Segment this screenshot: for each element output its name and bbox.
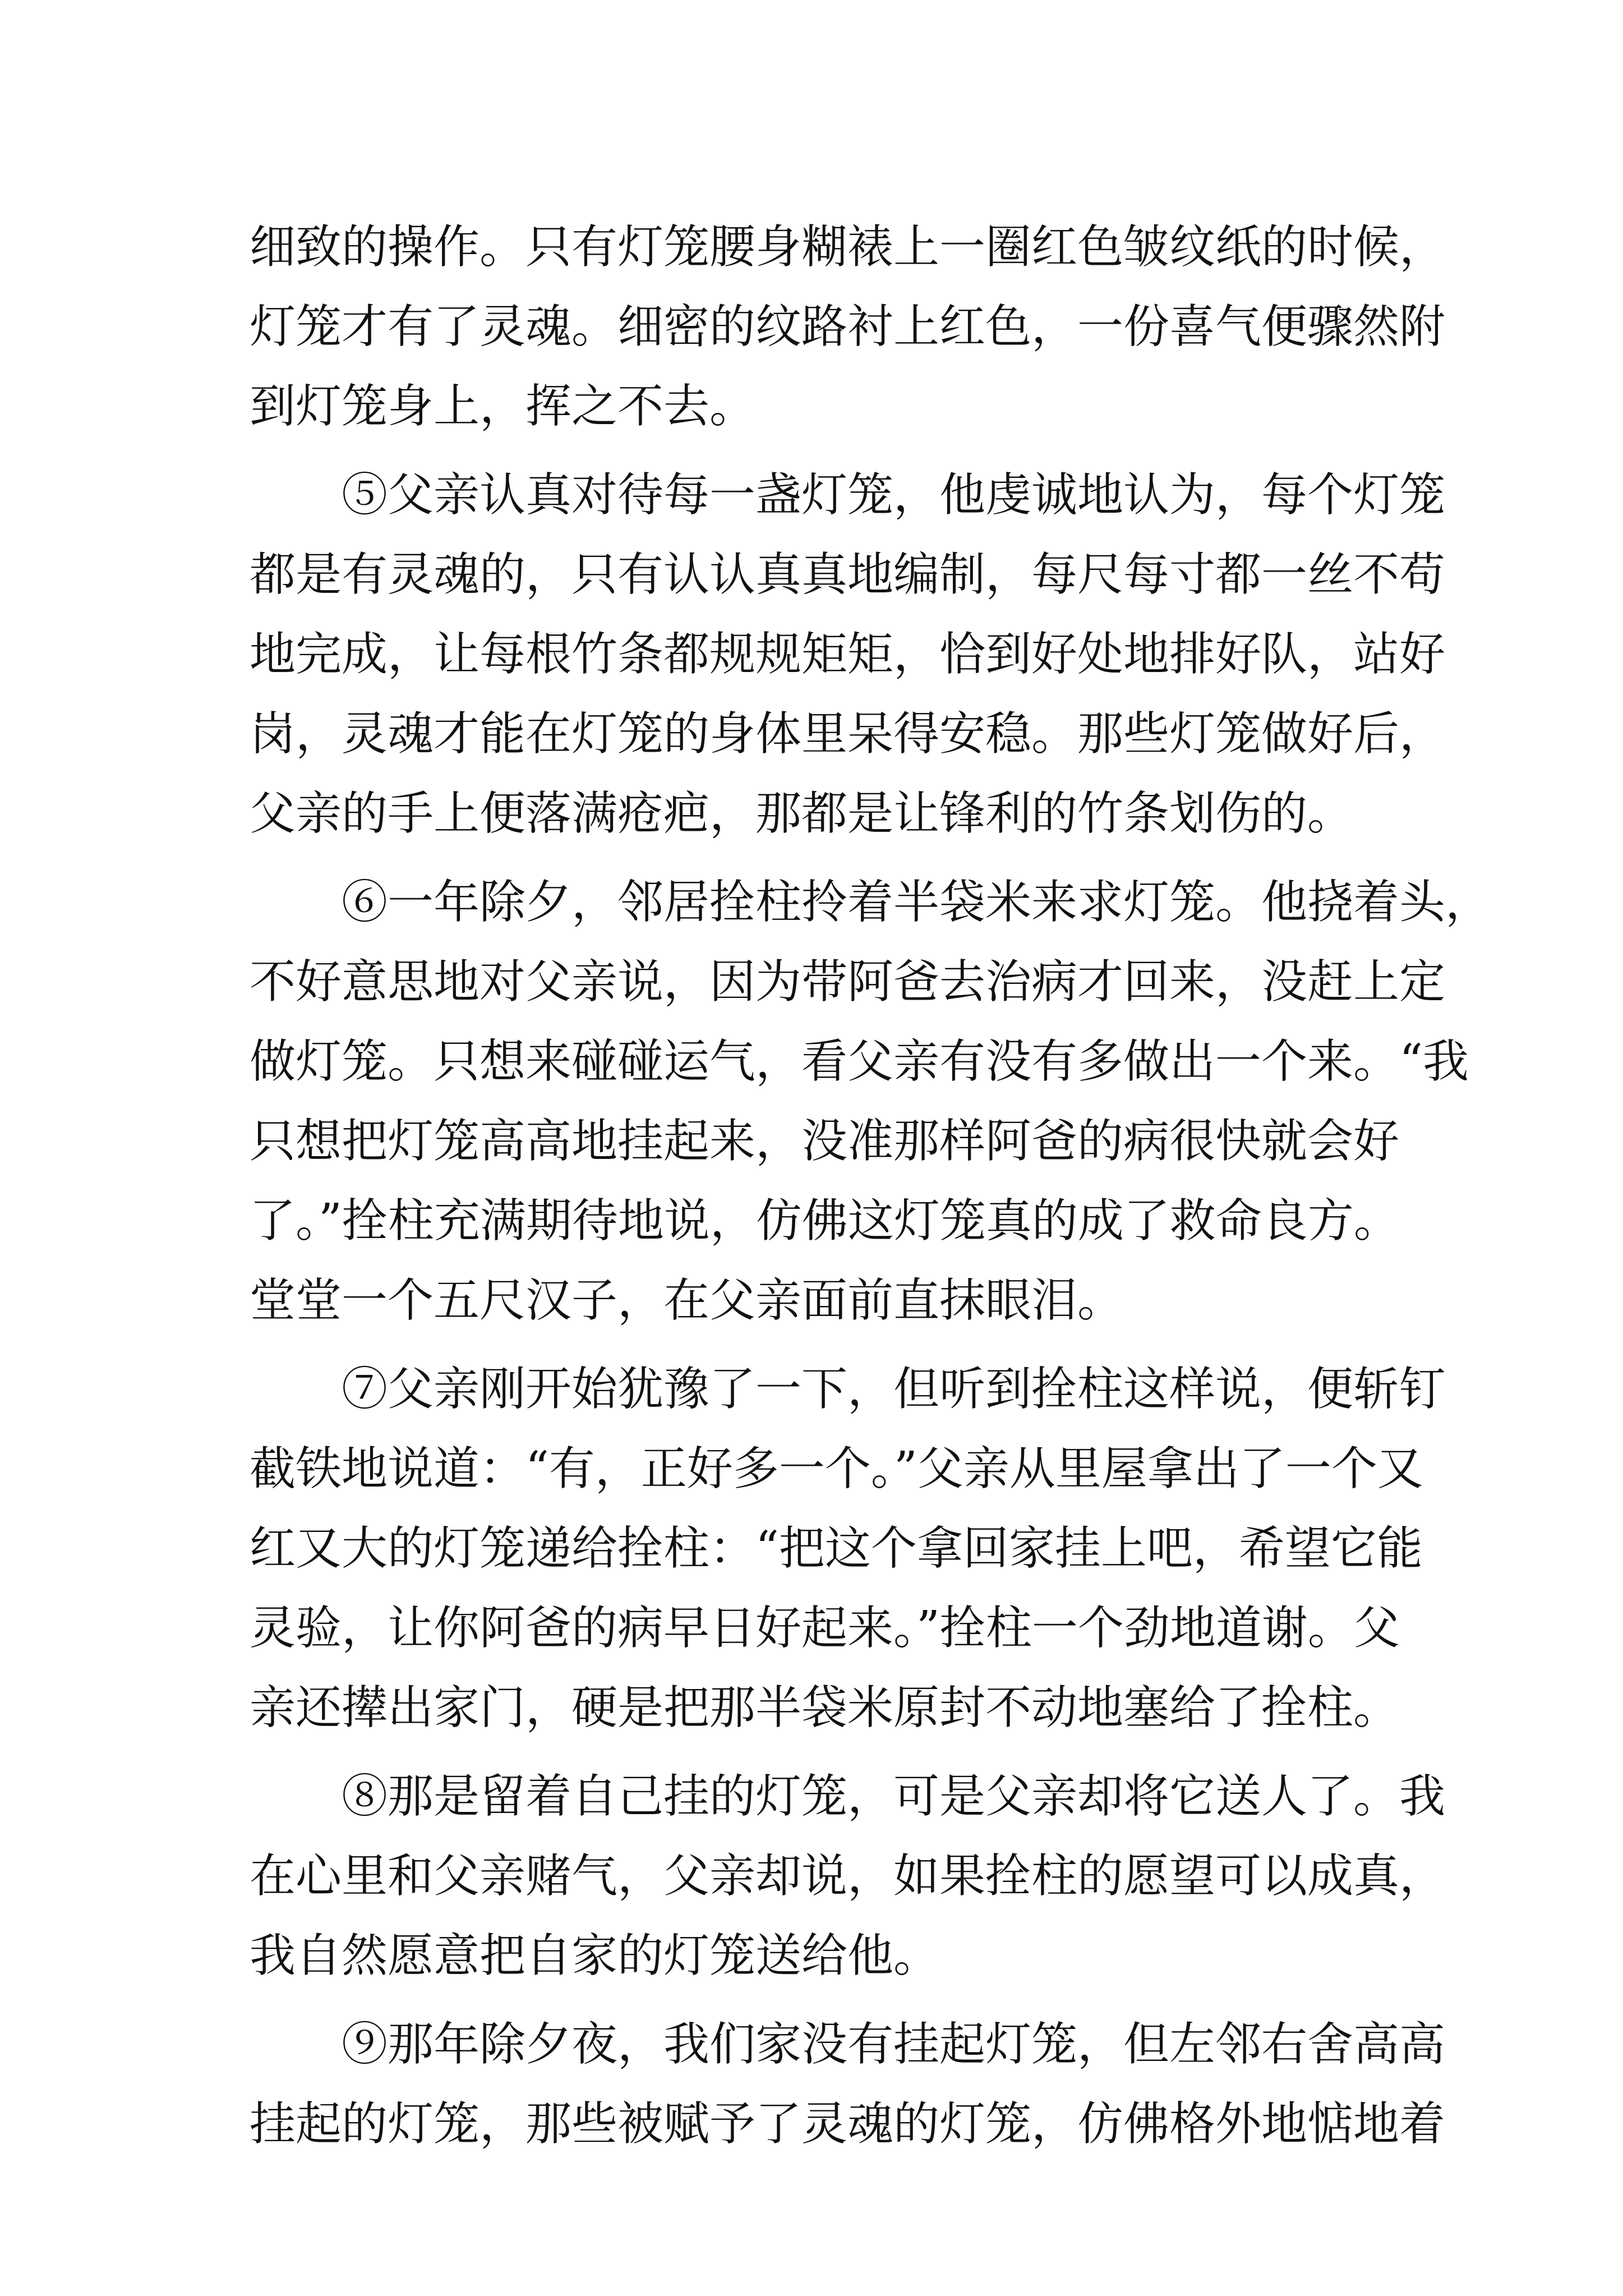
text-line: 了。”拴柱充满期待地说，仿佛这灯笼真的成了救命良方。	[250, 1194, 1400, 1248]
paragraph-7	[250, 1350, 1446, 1748]
paragraph-5	[250, 455, 1446, 854]
text-line: 不好意思地对父亲说，因为带阿爸去治病才回来，没赶上定	[250, 955, 1446, 1009]
text-line: 堂堂一个五尺汉子，在父亲面前直抹眼泪。	[250, 1274, 1124, 1327]
text-line: 灵验，让你阿爸的病早日好起来。”拴柱一个劲地道谢。父	[250, 1602, 1400, 1655]
text-line: ⑦父亲刚开始犹豫了一下，但听到拴柱这样说，便斩钉	[250, 1363, 1446, 1416]
paragraph-4-continued	[250, 208, 1446, 447]
paragraph-9	[250, 2005, 1446, 2164]
text-line: 父亲的手上便落满疮疤，那都是让锋利的竹条划伤的。	[250, 787, 1354, 840]
text-line: 都是有灵魂的，只有认认真真地编制，每尺每寸都一丝不苟	[250, 548, 1446, 601]
text-line: 亲还撵出家门，硬是把那半袋米原封不动地塞给了拴柱。	[250, 1681, 1400, 1734]
text-line: 红又大的灯笼递给拴柱：“把这个拿回家挂上吧，希望它能	[250, 1522, 1423, 1575]
text-line: ⑤父亲认真对待每一盏灯笼，他虔诚地认为，每个灯笼	[250, 468, 1446, 522]
text-line: 只想把灯笼高高地挂起来，没准那样阿爸的病很快就会好	[250, 1115, 1400, 1168]
text-line: 地完成，让每根竹条都规规矩矩，恰到好处地排好队，站好	[250, 628, 1446, 681]
text-line: 做灯笼。只想来碰碰运气，看父亲有没有多做出一个来。“我	[250, 1035, 1469, 1088]
article-body	[250, 208, 1492, 2164]
text-line: ⑥一年除夕，邻居拴柱拎着半袋米来求灯笼。他挠着头，	[250, 876, 1492, 929]
text-line: 细致的操作。只有灯笼腰身糊裱上一圈红色皱纹纸的时候，	[250, 220, 1446, 274]
paragraph-8	[250, 1757, 1446, 1996]
text-line: 灯笼才有了灵魂。细密的纹路衬上红色，一份喜气便骤然附	[250, 300, 1446, 353]
text-line: 在心里和父亲赌气，父亲却说，如果拴柱的愿望可以成真，	[250, 1849, 1446, 1903]
text-line: 截铁地说道：“有，正好多一个。”父亲从里屋拿出了一个又	[250, 1442, 1423, 1496]
text-line: ⑧那是留着自己挂的灯笼，可是父亲却将它送人了。我	[250, 1770, 1446, 1823]
text-line: 岗，灵魂才能在灯笼的身体里呆得安稳。那些灯笼做好后，	[250, 707, 1446, 761]
text-line: 挂起的灯笼，那些被赋予了灵魂的灯笼，仿佛格外地惦地着	[250, 2097, 1446, 2151]
text-line: ⑨那年除夕夜，我们家没有挂起灯笼，但左邻右舍高高	[250, 2018, 1446, 2071]
paragraph-6	[250, 863, 1492, 1341]
text-line: 到灯笼身上，挥之不去。	[250, 380, 756, 433]
text-line: 我自然愿意把自家的灯笼送给他。	[250, 1929, 940, 1982]
